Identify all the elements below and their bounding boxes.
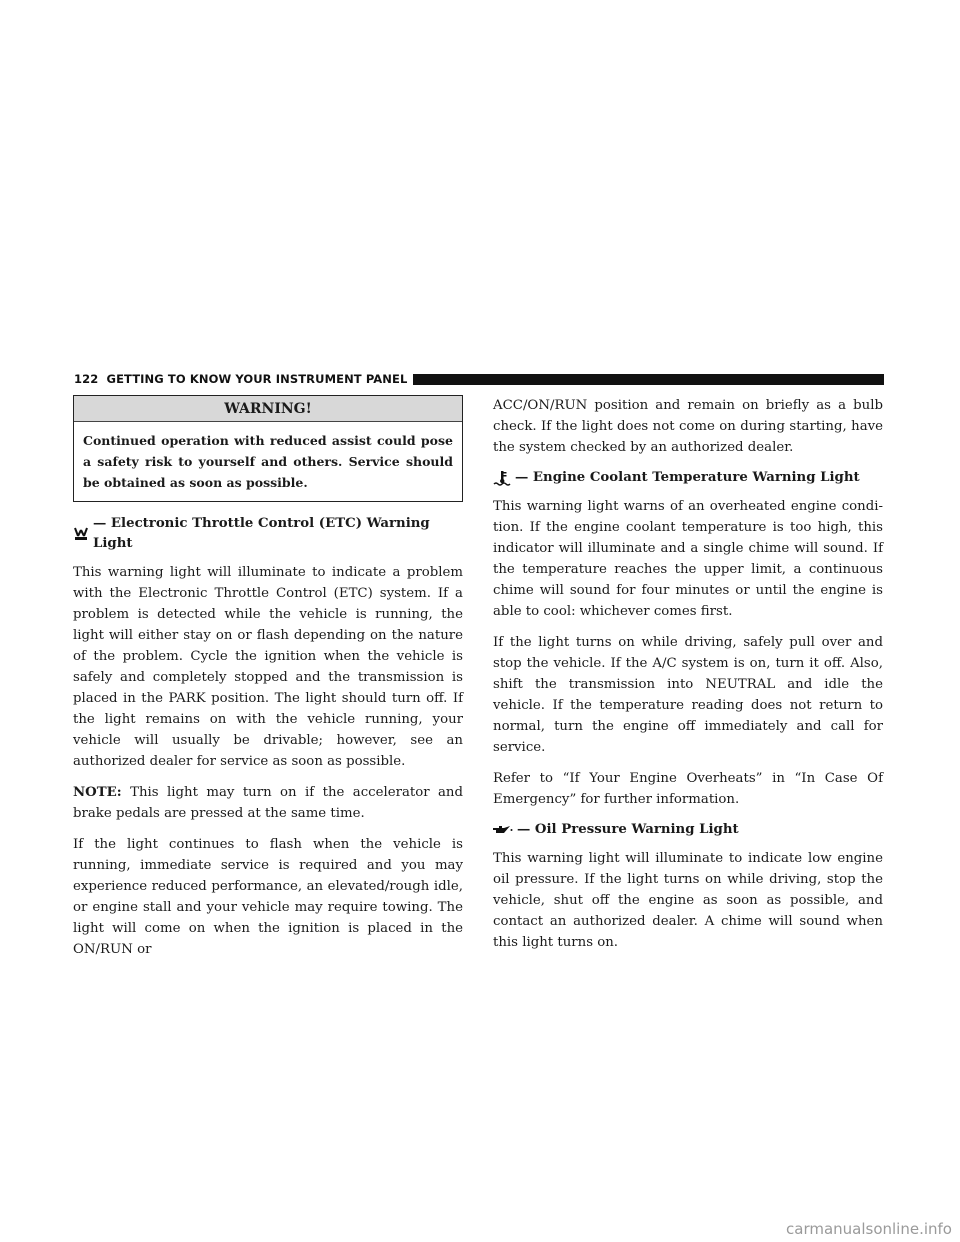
header-rule xyxy=(413,374,884,385)
coolant-heading-text: — Engine Coolant Temperature Warning Light xyxy=(515,470,860,485)
section-title: GETTING TO KNOW YOUR INSTRUMENT PANEL xyxy=(106,372,408,386)
etc-paragraph-2-continued: ACC/ON/RUN position and remain on briefly as a bulb check. If the light does not come on during starting, have the system checked by an authorized dealer. xyxy=(493,398,883,455)
warning-title: WARNING! xyxy=(74,396,462,422)
coolant-paragraph-1: This warning light warns of an overheated engine condi- tion. If the engine coolant temperature is too high, this indicator will illuminate and a single chime will sound. If the temperature reaches the upper limit, a continuous chime will sound for four minutes or until the engine is able to cool: whichever comes first. xyxy=(493,499,883,619)
warning-body: Continued operation with reduced assist could pose a safety risk to yourself and others. Service should be obtained as soon as possible. xyxy=(83,433,453,490)
header-text xyxy=(74,372,407,386)
coolant-paragraph-2: If the light turns on while driving, safely pull over and stop the vehicle. If the A/C system is on, turn it off. Also, shift the transmission into NEUTRAL and idle the vehicle. If the temperature reading does not return to normal, turn the engine off immediately and call for service. xyxy=(493,635,883,755)
etc-paragraph-2: If the light continues to flash when the vehicle is running, immediate service is required and you may experience reduced performance, an elevated/rough idle, or engine stall and your vehicle may require towing. The light will come on when the ignition is placed in the ON/RUN or xyxy=(73,837,463,957)
etc-heading xyxy=(73,514,463,554)
oil-heading-text: — Oil Pressure Warning Light xyxy=(517,822,739,837)
page-number: 122 xyxy=(74,372,99,386)
coolant-heading xyxy=(493,468,883,488)
warning-box xyxy=(73,395,463,502)
coolant-temperature-icon xyxy=(493,470,511,486)
left-column xyxy=(73,395,463,970)
etc-heading-text: — Electronic Throttle Control (ETC) Warning Light xyxy=(93,516,430,551)
oil-heading xyxy=(493,820,883,840)
etc-note xyxy=(73,782,463,824)
watermark: carmanualsonline.info xyxy=(786,1220,952,1238)
etc-paragraph-1: This warning light will illuminate to indicate a problem with the Electronic Throttle Control (ETC) system. If a problem is detected while the vehicle is running, the light will either stay on or flash depending on the nature of the problem. Cycle the ignition when the vehicle is safely and completely stopped and the transmission is placed in the PARK position. The light should turn off. If the light remains on with the vehicle running, your vehicle will usually be drivable; however, see an authorized dealer for service as soon as possible. xyxy=(73,565,463,769)
right-column xyxy=(493,395,883,963)
oil-can-icon xyxy=(493,824,513,836)
coolant-paragraph-3: Refer to “If Your Engine Overheats” in “In Case Of Emergency” for further information. xyxy=(493,771,883,807)
note-label: NOTE: xyxy=(73,785,122,800)
note-text: This light may turn on if the accelerator and brake pedals are pressed at the same time. xyxy=(73,785,463,821)
page-header xyxy=(74,372,884,386)
oil-paragraph-1: This warning light will illuminate to indicate low engine oil pressure. If the light turns on while driving, stop the vehicle, shut off the engine as soon as possible, and contact an authorized dealer. A chime will sound when this light turns on. xyxy=(493,851,883,950)
throttle-control-icon xyxy=(73,527,89,541)
